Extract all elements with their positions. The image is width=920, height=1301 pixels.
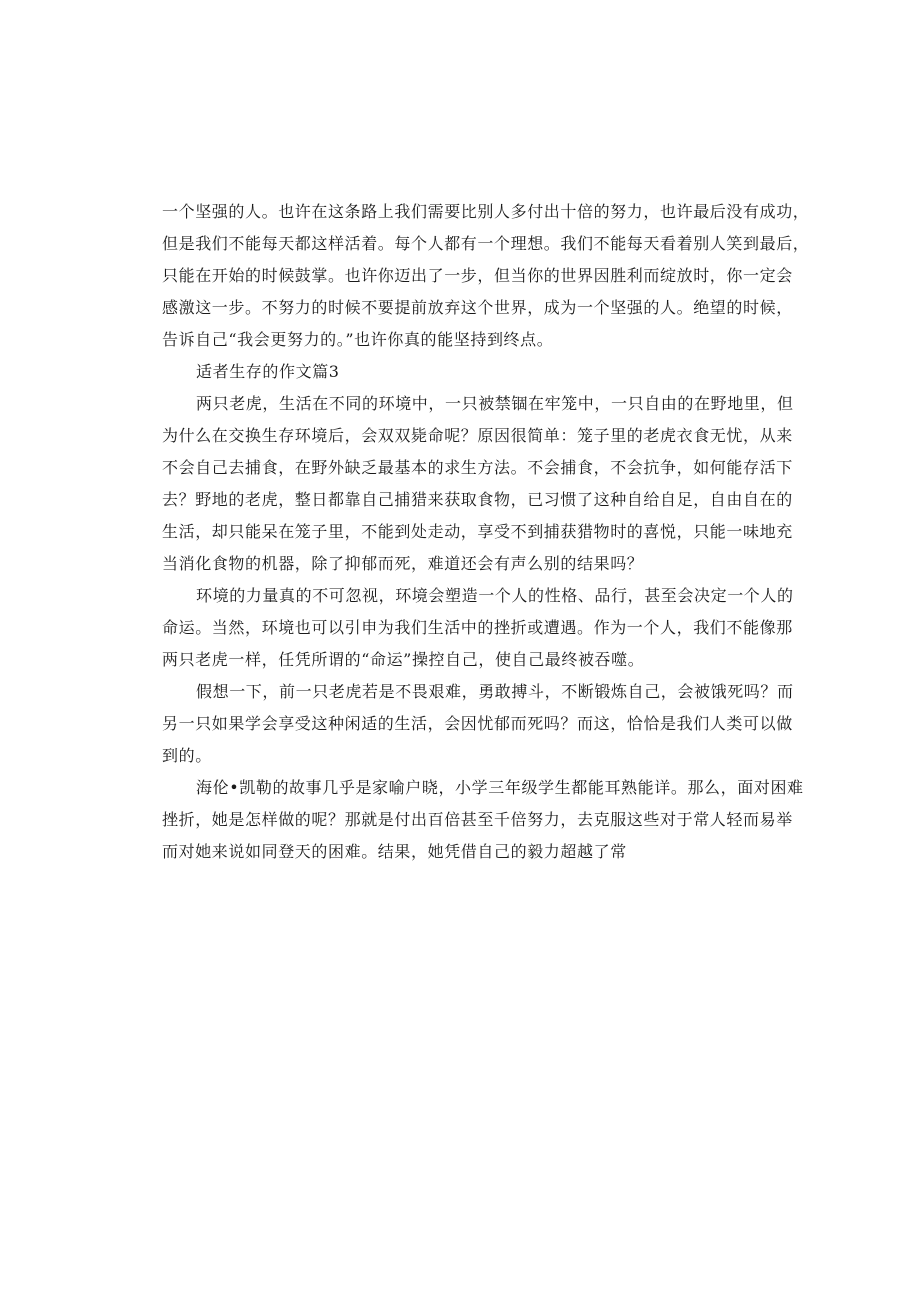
text-line: 不会自己去捕食，在野外缺乏最基本的求生方法。不会捕食，不会抗争，如何能存活下: [162, 458, 793, 477]
text-line: 假想一下，前一只老虎若是不畏艰难，勇敢搏斗，不断锻炼自己，会被饿死吗？而: [196, 682, 794, 701]
text-line: 但是我们不能每天都这样活着。每个人都有一个理想。我们不能每天看着别人笑到最后，: [162, 234, 810, 253]
paragraph: [162, 676, 794, 772]
text-line: 为什么在交换生存环境后，会双双毙命呢？原因很简单：笼子里的老虎衣食无忧，从来: [162, 426, 793, 445]
paragraph: [162, 580, 794, 676]
text-line: 另一只如果学会享受这种闲适的生活，会因忧郁而死吗？而这，恰恰是我们人类可以做: [162, 714, 793, 733]
paragraph: [162, 388, 794, 580]
text-line: 生活，却只能呆在笼子里，不能到处走动，享受不到捕获猎物时的喜悦，只能一味地充: [162, 522, 793, 541]
text-line: 告诉自己“我会更努力的。”也许你真的能坚持到终点。: [162, 330, 554, 349]
text-line: 命运。当然，环境也可以引申为我们生活中的挫折或遭遇。作为一个人，我们不能像那: [162, 618, 793, 637]
continuation-paragraph: [162, 196, 810, 356]
text-line: 环境的力量真的不可忽视，环境会塑造一个人的性格、品行，甚至会决定一个人的: [196, 586, 794, 605]
text-line: 去？野地的老虎，整日都靠自己捕猎来获取食物，已习惯了这种自给自足，自由自在的: [162, 490, 793, 509]
text-line: 两只老虎，生活在不同的环境中，一只被禁锢在牢笼中，一只自由的在野地里，但: [196, 394, 794, 413]
paragraph: [162, 772, 804, 868]
text-line: 当消化食物的机器，除了抑郁而死，难道还会有声么别的结果吗？: [162, 554, 644, 573]
text-line: 感激这一步。不努力的时候不要提前放弃这个世界，成为一个坚强的人。绝望的时候，: [162, 298, 793, 317]
section-title: 适者生存的作文篇3: [196, 362, 340, 381]
text-line: 而对她来说如同登天的困难。结果，她凭借自己的毅力超越了常: [162, 842, 627, 861]
text-line: 挫折，她是怎样做的呢？那就是付出百倍甚至千倍努力，去克服这些对于常人轻而易举: [162, 810, 793, 829]
text-line: 只能在开始的时候鼓掌。也许你迈出了一步，但当你的世界因胜利而绽放时，你一定会: [162, 266, 793, 285]
text-line: 两只老虎一样，任凭所谓的“命运”操控自己，使自己最终被吞噬。: [162, 650, 645, 669]
text-line: 到的。: [162, 746, 212, 765]
text-line: 海伦•凯勒的故事几乎是家喻户晓，小学三年级学生都能耳熟能详。那么，面对困难: [196, 778, 804, 797]
text-line: 一个坚强的人。也许在这条路上我们需要比别人多付出十倍的努力，也许最后没有成功，: [162, 202, 810, 221]
document-body: [162, 196, 810, 868]
